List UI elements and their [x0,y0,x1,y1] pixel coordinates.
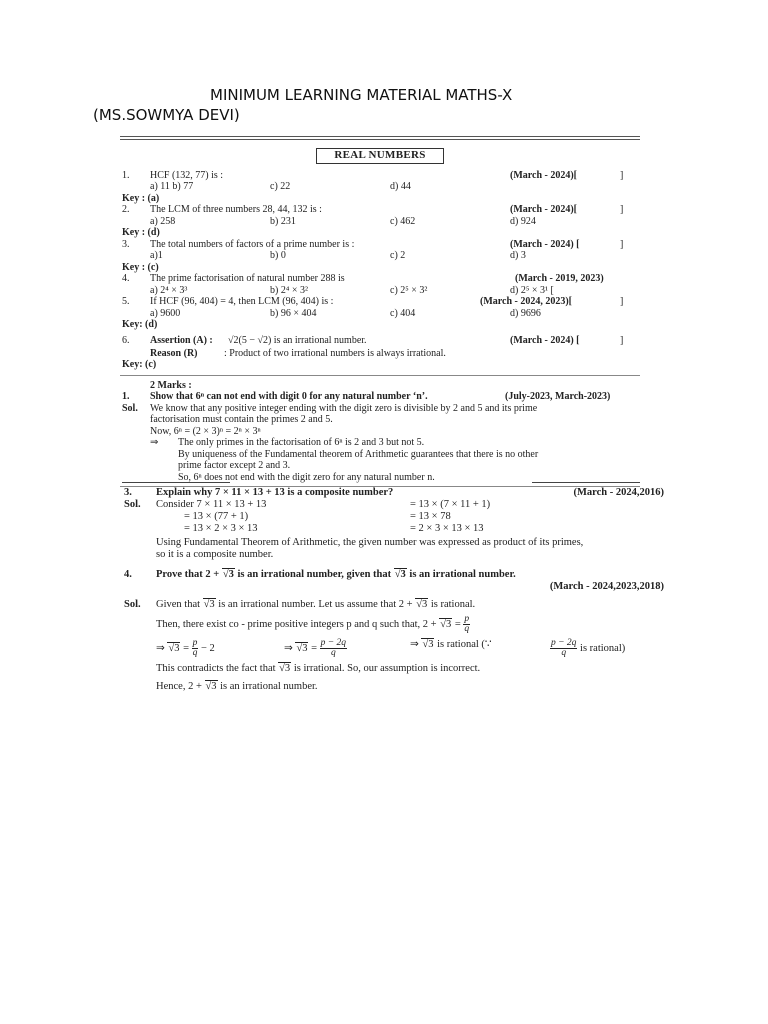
scanned-page-upper [120,136,640,491]
option: c) 462 [390,215,416,227]
source-row [122,581,670,593]
question-number: 4. [122,273,130,284]
question-source: (March - 2024)[ [510,204,578,215]
solution-row [120,426,640,438]
question-number: 5. [122,296,130,307]
key-row [120,193,640,205]
question-text: HCF (132, 77) is : [150,169,224,181]
option: a)1 [150,250,163,261]
reason-text: : Product of two irrational numbers is always irrational. [224,347,446,359]
rule-left [122,482,230,483]
question-source: (March - 2024) [ [510,238,580,250]
question-text: If HCF (96, 404) = 4, then LCM (96, 404) is : [150,296,334,307]
solution-line: Then, there exist co - prime positive integers p and q such that, 2 + √3 = $\frac{p}{q}$ [156,614,470,634]
solution-row [122,638,670,658]
question-row [122,487,670,499]
solution-line: This contradicts the fact that √3 is irrational. So, our assumption is incorrect. [156,663,481,674]
options-row [120,308,640,320]
solution-row [120,403,640,415]
option: d) 3 [510,250,526,261]
solution-row [122,523,670,535]
solution-row [122,614,670,634]
solution-step: = 13 × (77 + 1) [184,511,249,522]
question-source: (March - 2024,2016) [573,487,664,498]
solution-row [120,460,640,472]
divider [120,375,640,376]
answer-bracket: ] [620,296,624,307]
solution-row [120,437,640,449]
assertion-text: √2(5 − √2) is an irrational number. [228,334,367,346]
question-number: 2. [122,204,130,215]
reason-row [120,348,640,360]
solution-row [122,511,670,523]
answer-key: Key : (a) [122,192,160,204]
solution-row [122,537,670,549]
answer-bracket: ] [620,334,624,346]
question-number: 1. [122,391,130,402]
solution-line: Given that √3 is an irrational number. Let us assume that 2 + √3 is rational. [156,599,476,610]
answer-key: Key : (d) [122,227,160,238]
answer-bracket: ] [620,204,624,215]
double-rule [120,136,640,140]
page-title: MINIMUM LEARNING MATERIAL MATHS-X [210,86,513,104]
marks-heading: 2 Marks : [150,379,192,391]
solution-step: ⇒ √3 = $\frac{p - 2q}{q}$ [284,638,347,658]
key-row [120,319,640,331]
solution-step: ⇒ √3 is rational (∵ [410,639,492,650]
solution-line: so it is a composite number. [156,549,274,560]
question-text: The LCM of three numbers 28, 44, 132 is : [150,204,322,215]
option: c) 404 [390,307,416,319]
solution-row [120,414,640,426]
option: c) 22 [270,181,291,192]
options-row [120,216,640,228]
question-row [122,569,670,581]
reason-label: Reason (R) [150,347,198,359]
solution-row [122,681,670,693]
question-number: 1. [122,169,130,181]
solution-step: = 13 × (7 × 11 + 1) [410,499,491,510]
question-number: 3. [122,238,130,250]
solution-step: ⇒ √3 = $\frac{p}{q}$ − 2 [156,638,215,658]
options-row [120,285,640,297]
question-text: Prove that 2 + √3 is an irrational number, given that √3 is an irrational number. [156,569,516,580]
solution-row [122,549,670,561]
question-row [120,391,640,403]
option: a) 258 [150,215,176,227]
solution-line: The only primes in the factorisation of 6ⁿ is 2 and 3 but not 5. [178,437,425,448]
option: d) 9696 [510,307,541,319]
answer-bracket: ] [620,238,624,250]
question-source: (March - 2024, 2023)[ [480,296,573,307]
solution-row [122,499,670,511]
answer-key: Key : (c) [122,261,159,273]
assertion-label: Assertion (A) : [150,334,213,346]
solution-label: Sol. [124,499,141,510]
scanned-page-lower [122,487,670,693]
solution-line: prime factor except 2 and 3. [178,460,291,471]
question-number: 6. [122,334,130,346]
question-source: (March - 2024) [ [510,334,580,346]
solution-step: Consider 7 × 11 × 13 + 13 [156,499,267,510]
sqrt-symbol: √3 [222,569,234,580]
answer-key: Key: (d) [122,319,158,330]
page-author: (MS.SOWMYA DEVI) [93,106,240,124]
question-number: 4. [124,569,132,580]
key-row [120,262,640,274]
question-row [120,335,640,348]
options-row [120,181,640,193]
question-source: (March - 2024)[ [510,169,578,181]
solution-line: By uniqueness of the Fundamental theorem of Arithmetic guarantees that there is no other [178,448,539,460]
solution-line: Now, 6ⁿ = (2 × 3)ⁿ = 2ⁿ × 3ⁿ [150,425,261,437]
question-source: (March - 2019, 2023) [515,273,604,284]
marks-heading-row [120,380,640,392]
solution-line: So, 6ⁿ does not end with the digit zero for any natural number n. [178,471,435,483]
question-row [120,170,640,182]
option: a) 11 b) 77 [150,181,194,192]
solution-row [122,663,670,675]
fraction: $\frac{p}{q}$ [464,614,470,634]
solution-row [120,449,640,461]
option: c) 2 [390,250,406,261]
option: a) 9600 [150,307,181,319]
solution-step: = 13 × 2 × 3 × 13 [184,523,258,534]
key-row [120,227,640,239]
question-row [120,296,640,308]
option: d) 2⁵ × 3¹ [ [510,284,554,296]
option: a) 2⁴ × 3³ [150,284,188,296]
solution-step: = 2 × 3 × 13 × 13 [410,523,484,534]
question-source: (July-2023, March-2023) [505,391,611,402]
solution-line: Hence, 2 + √3 is an irrational number. [156,681,318,692]
implies-symbol: ⇒ [150,437,159,448]
option: d) 924 [510,215,536,227]
solution-label: Sol. [122,402,138,414]
option: d) 44 [390,181,411,192]
question-text: The prime factorisation of natural number 288 is [150,273,345,284]
option: b) 0 [270,250,286,261]
option: b) 231 [270,215,296,227]
question-row [120,204,640,216]
solution-line: factorisation must contain the primes 2 and 5. [150,414,333,425]
section-title: REAL NUMBERS [316,148,444,164]
solution-row [122,599,670,611]
solution-line: We know that any positive integer ending with the digit zero is divisible by 2 and 5 and its prime [150,402,538,414]
option: c) 2⁵ × 3² [390,284,428,296]
question-text: Show that 6ⁿ can not end with digit 0 for any natural number ‘n’. [150,391,428,402]
question-text: Explain why 7 × 11 × 13 + 13 is a composite number? [156,487,394,498]
solution-step: = 13 × 78 [410,511,451,522]
question-row [120,273,640,285]
question-number: 3. [124,487,132,498]
answer-bracket: ] [620,169,624,181]
answer-key: Key: (c) [122,359,157,370]
solution-label: Sol. [124,599,141,610]
solution-line: Using Fundamental Theorem of Arithmetic, the given number was expressed as product of its primes, [156,537,584,548]
options-row [120,250,640,262]
question-row [120,239,640,251]
key-row [120,359,640,371]
rule-right [532,482,640,483]
question-source: (March - 2024,2023,2018) [549,581,664,592]
question-text: The total numbers of factors of a prime number is : [150,238,355,250]
sqrt-symbol: √3 [394,569,406,580]
solution-step: $\frac{p - 2q}{q}$ is rational) [551,638,626,658]
option: b) 96 × 404 [270,307,317,319]
option: b) 2⁴ × 3² [270,284,308,296]
